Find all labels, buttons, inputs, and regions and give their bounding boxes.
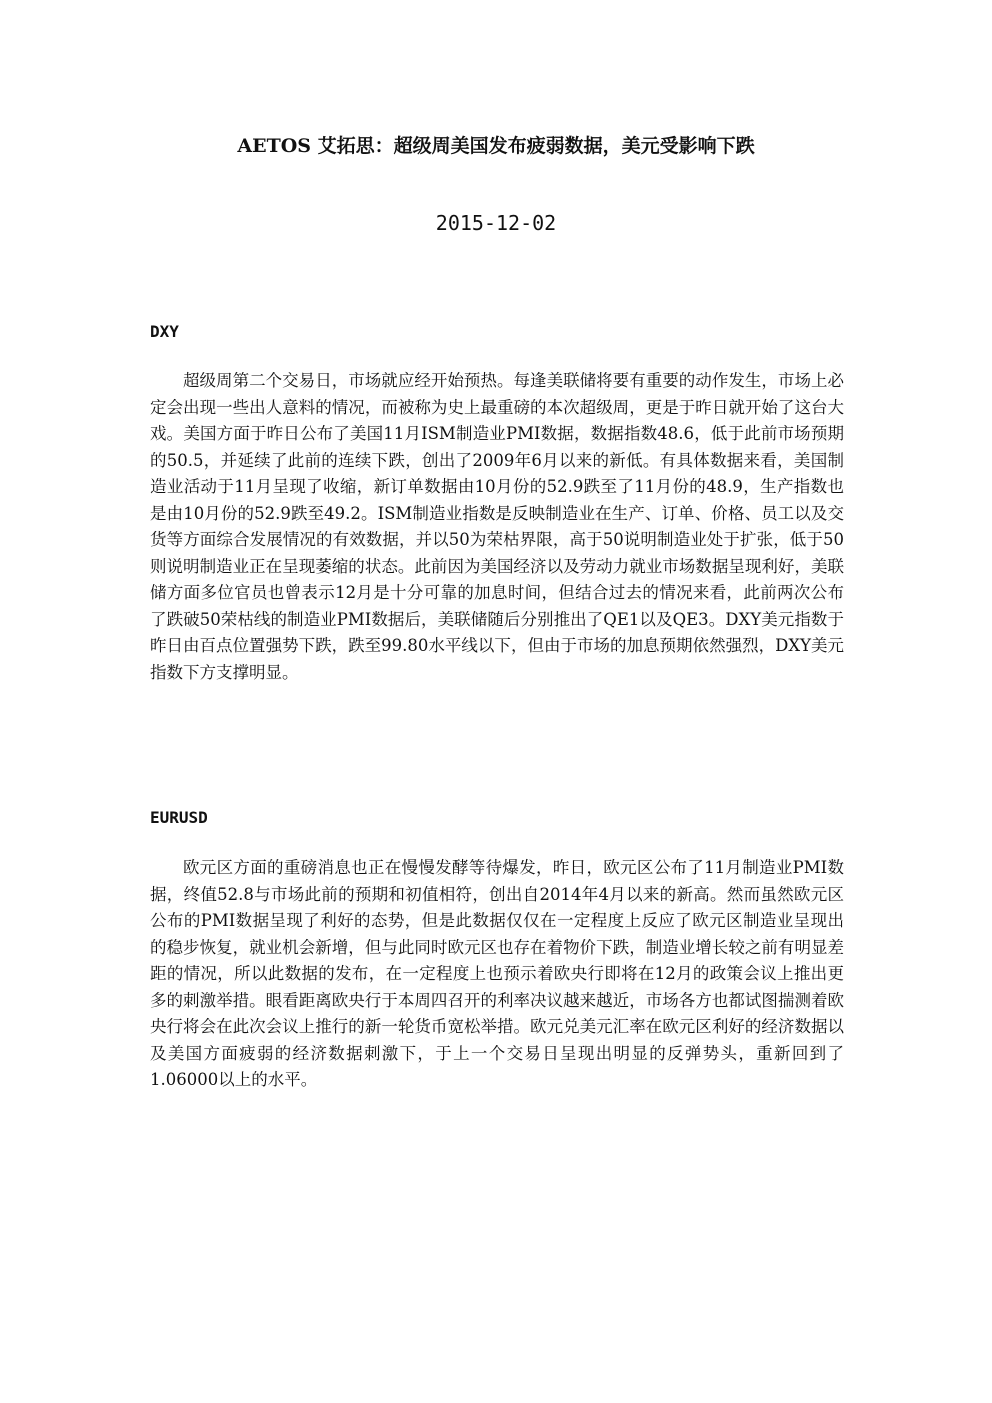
document-date: 2015-12-02 (435, 211, 557, 235)
section-heading-eurusd: EURUSD (150, 808, 208, 827)
document-title: AETOS 艾拓思：超级周美国发布疲弱数据，美元受影响下跌 (237, 135, 755, 157)
section-body-dxy: 超级周第二个交易日，市场就应经开始预热。每逢美联储将要有重要的动作发生，市场上必定会出现一些出人意料的情况，而被称为史上最重磅的本次超级周，更是于昨日就开始了这台大戏。美国方面于昨日公布了美国11月ISM制造业PMI数据，数据指数48.6，低于此前市场预期的50.5，并延续了此前的连续下跌，创出了2009年6月以来的新低。有具体数据来看，美国制造业活动于11月呈现了收缩，新订单数据由10月份的52.9跌至了11月份的48.9，生产指数也是由10月份的52.9跌至49.2。ISM制造业指数是反映制造业在生产、订单、价格、员工以及交货等方面综合发展情况的有效数据，并以50为荣枯界限，高于50说明制造业处于扩张，低于50则说明制造业正在呈现萎缩的状态。此前因为美国经济以及劳动力就业市场数据呈现利好，美联储方面多位官员也曾表示12月是十分可靠的加息时间，但结合过去的情况来看，此前两次公布了跌破50荣枯线的制造业PMI数据后，美联储随后分别推出了QE1以及QE3。DXY美元指数于昨日由百点位置强势下跌，跌至99.80水平线以下，但由于市场的加息预期依然强烈，DXY美元指数下方支撑明显。 (150, 371, 844, 682)
section-heading-dxy: DXY (150, 322, 179, 341)
section-body-eurusd: 欧元区方面的重磅消息也正在慢慢发酵等待爆发，昨日，欧元区公布了11月制造业PMI数据，终值52.8与市场此前的预期和初值相符，创出自2014年4月以来的新高。然而虽然欧元区公布的PMI数据呈现了利好的态势，但是此数据仅仅在一定程度上反应了欧元区制造业呈现出的稳步恢复，就业机会新增，但与此同时欧元区也存在着物价下跌，制造业增长较之前有明显差距的情况，所以此数据的发布，在一定程度上也预示着欧央行即将在12月的政策会议上推出更多的刺激举措。眼看距离欧央行于本周四召开的利率决议越来越近，市场各方也都试图揣测着欧央行将会在此次会议上推行的新一轮货币宽松举措。欧元兑美元汇率在欧元区利好的经济数据以及美国方面疲弱的经济数据刺激下，于上一个交易日呈现出明显的反弹势头，重新回到了1.06000以上的水平。 (150, 858, 844, 1089)
